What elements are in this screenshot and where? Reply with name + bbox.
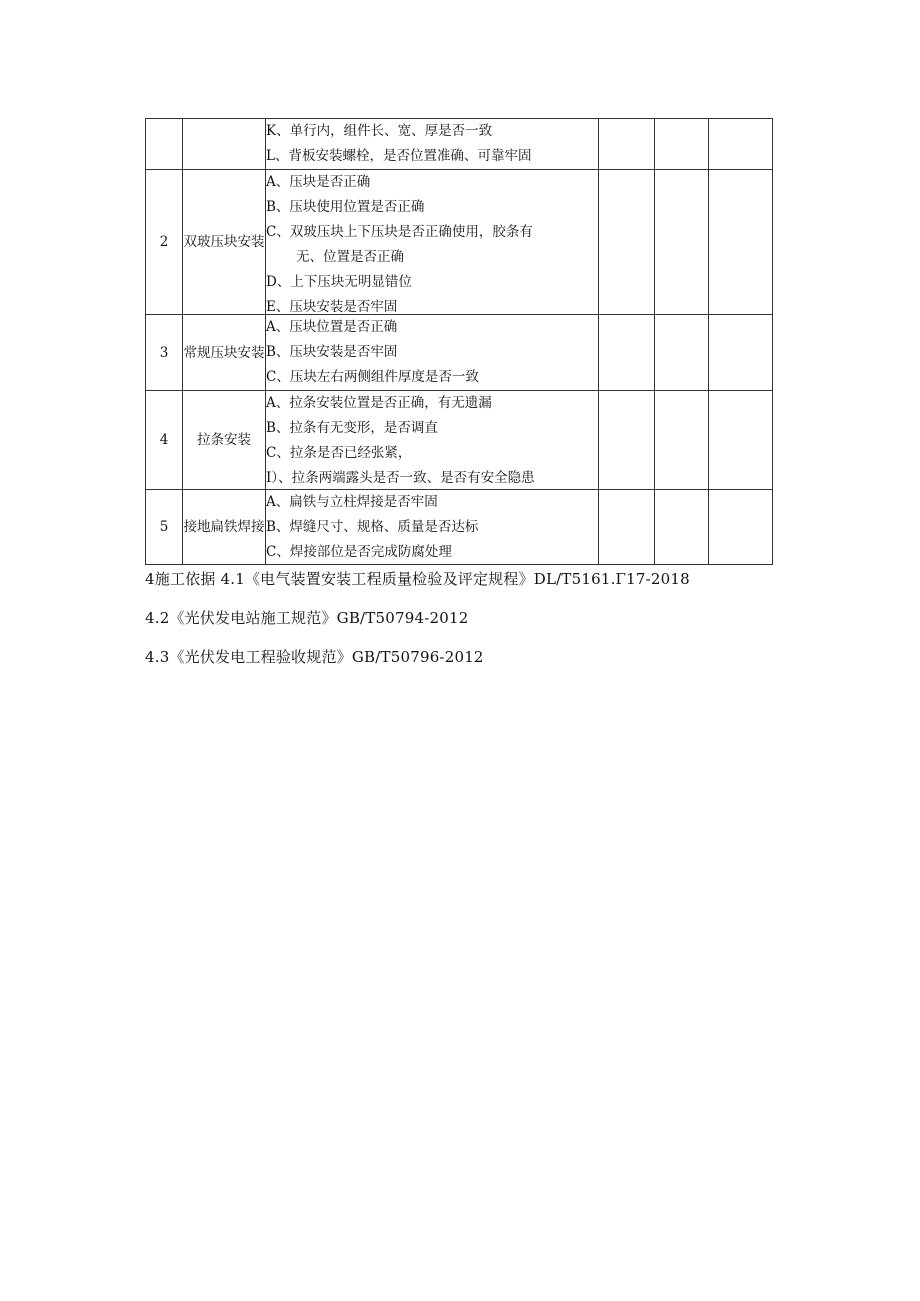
basis-item-4-2: 4.2《光伏发电站施工规范》GB/T50794-2012 <box>145 609 469 627</box>
check-item: C、焊接部位是否完成防腐处理 <box>266 544 452 560</box>
empty-cell <box>655 391 709 490</box>
row-number: 4 <box>146 391 183 490</box>
row-number: 5 <box>146 490 183 565</box>
inspection-table <box>145 118 773 565</box>
check-item: C、双玻压块上下压块是否正确使用，胶条有 <box>266 224 533 240</box>
empty-cell <box>599 315 655 391</box>
empty-cell <box>655 119 709 170</box>
check-item: 无、位置是否正确 <box>296 249 404 265</box>
check-items <box>266 391 599 490</box>
empty-cell <box>655 490 709 565</box>
empty-cell <box>599 490 655 565</box>
check-item: E、压块安装是否牢固 <box>266 299 398 314</box>
row-name <box>183 119 266 170</box>
row-number: 3 <box>146 315 183 391</box>
empty-cell <box>599 119 655 170</box>
row-name: 双玻压块安装 <box>183 170 266 315</box>
check-item: B、焊缝尺寸、规格、质量是否达标 <box>266 519 479 535</box>
check-item: C、拉条是否已经张紧， <box>266 445 412 461</box>
check-item: B、拉条有无变形，是否调直 <box>266 420 438 436</box>
check-items <box>266 490 599 565</box>
check-item: I）、拉条两端露头是否一致、是否有安全隐患 <box>266 470 535 486</box>
check-items <box>266 119 599 170</box>
check-items <box>266 315 599 391</box>
check-item: D、上下压块无明显错位 <box>266 274 412 290</box>
row-name: 常规压块安装 <box>183 315 266 391</box>
row-number: 2 <box>146 170 183 315</box>
check-item: B、压块安装是否牢固 <box>266 344 398 360</box>
empty-cell <box>599 170 655 315</box>
check-item: A、扁铁与立柱焊接是否牢固 <box>266 494 438 510</box>
check-item: C、压块左右两侧组件厚度是否一致 <box>266 369 479 385</box>
empty-cell <box>709 391 773 490</box>
table-row <box>146 315 773 391</box>
empty-cell <box>709 170 773 315</box>
table-row <box>146 170 773 315</box>
basis-item-4-3: 4.3《光伏发电工程验收规范》GB/T50796-2012 <box>145 648 484 666</box>
check-item: A、压块是否正确 <box>266 174 371 190</box>
empty-cell <box>599 391 655 490</box>
row-number <box>146 119 183 170</box>
table-row <box>146 490 773 565</box>
empty-cell <box>709 315 773 391</box>
table-row <box>146 119 773 170</box>
empty-cell <box>709 490 773 565</box>
table-row <box>146 391 773 490</box>
construction-basis-paragraph: 4施工依据 4.1《电气装置安装工程质量检验及评定规程》DL/T5161.Γ17-2018 <box>145 570 690 588</box>
check-item: A、压块位置是否正确 <box>266 319 398 335</box>
empty-cell <box>709 119 773 170</box>
check-item: B、压块使用位置是否正确 <box>266 199 425 215</box>
empty-cell <box>655 315 709 391</box>
check-item: A、拉条安装位置是否正确，有无遗漏 <box>266 395 492 411</box>
row-name: 拉条安装 <box>183 391 266 490</box>
check-item: L、背板安装螺栓，是否位置准确、可靠牢固 <box>266 148 532 164</box>
empty-cell <box>655 170 709 315</box>
row-name: 接地扁铁焊接 <box>183 490 266 565</box>
check-item: K、单行内，组件长、宽、厚是否一致 <box>266 123 493 139</box>
check-items <box>266 170 599 315</box>
